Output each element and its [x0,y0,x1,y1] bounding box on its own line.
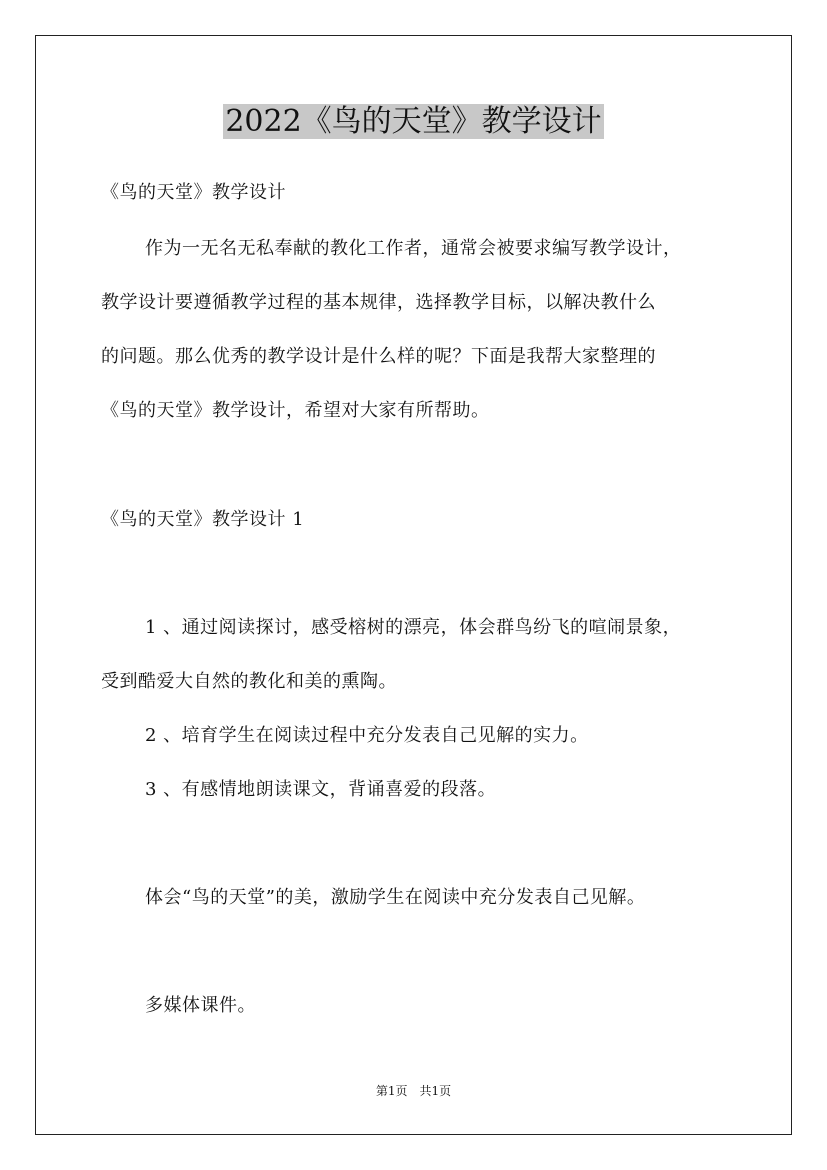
goal-3: 3 、有感情地朗读课文，背诵喜爱的段落。 [145,779,497,800]
page-footer: 第1页 共1页 [375,1084,452,1098]
goal-2: 2 、培育学生在阅读过程中充分发表自己见解的实力。 [145,725,589,746]
key-point: 体会“鸟的天堂”的美，激励学生在阅读中充分发表自己见解。 [145,887,646,908]
document-title [0,100,827,144]
intro-line-4: 《鸟的天堂》教学设计，希望对大家有所帮助。 [101,400,490,421]
document-title-text: 2022《鸟的天堂》教学设计 [225,104,602,139]
subtitle: 《鸟的天堂》教学设计 [101,182,286,203]
preparation: 多媒体课件。 [145,995,256,1016]
goal-1-line-2: 受到酷爱大自然的教化和美的熏陶。 [101,671,397,692]
intro-line-3: 的问题。那么优秀的教学设计是什么样的呢？下面是我帮大家整理的 [101,346,656,367]
section-heading: 《鸟的天堂》教学设计 1 [101,509,305,530]
intro-line-2: 教学设计要遵循教学过程的基本规律，选择教学目标，以解决教什么 [101,292,656,313]
goal-1-line-1: 1 、通过阅读探讨，感受榕树的漂亮，体会群鸟纷飞的喧闹景象， [145,617,682,638]
intro-line-1: 作为一无名无私奉献的教化工作者，通常会被要求编写教学设计， [145,238,682,259]
